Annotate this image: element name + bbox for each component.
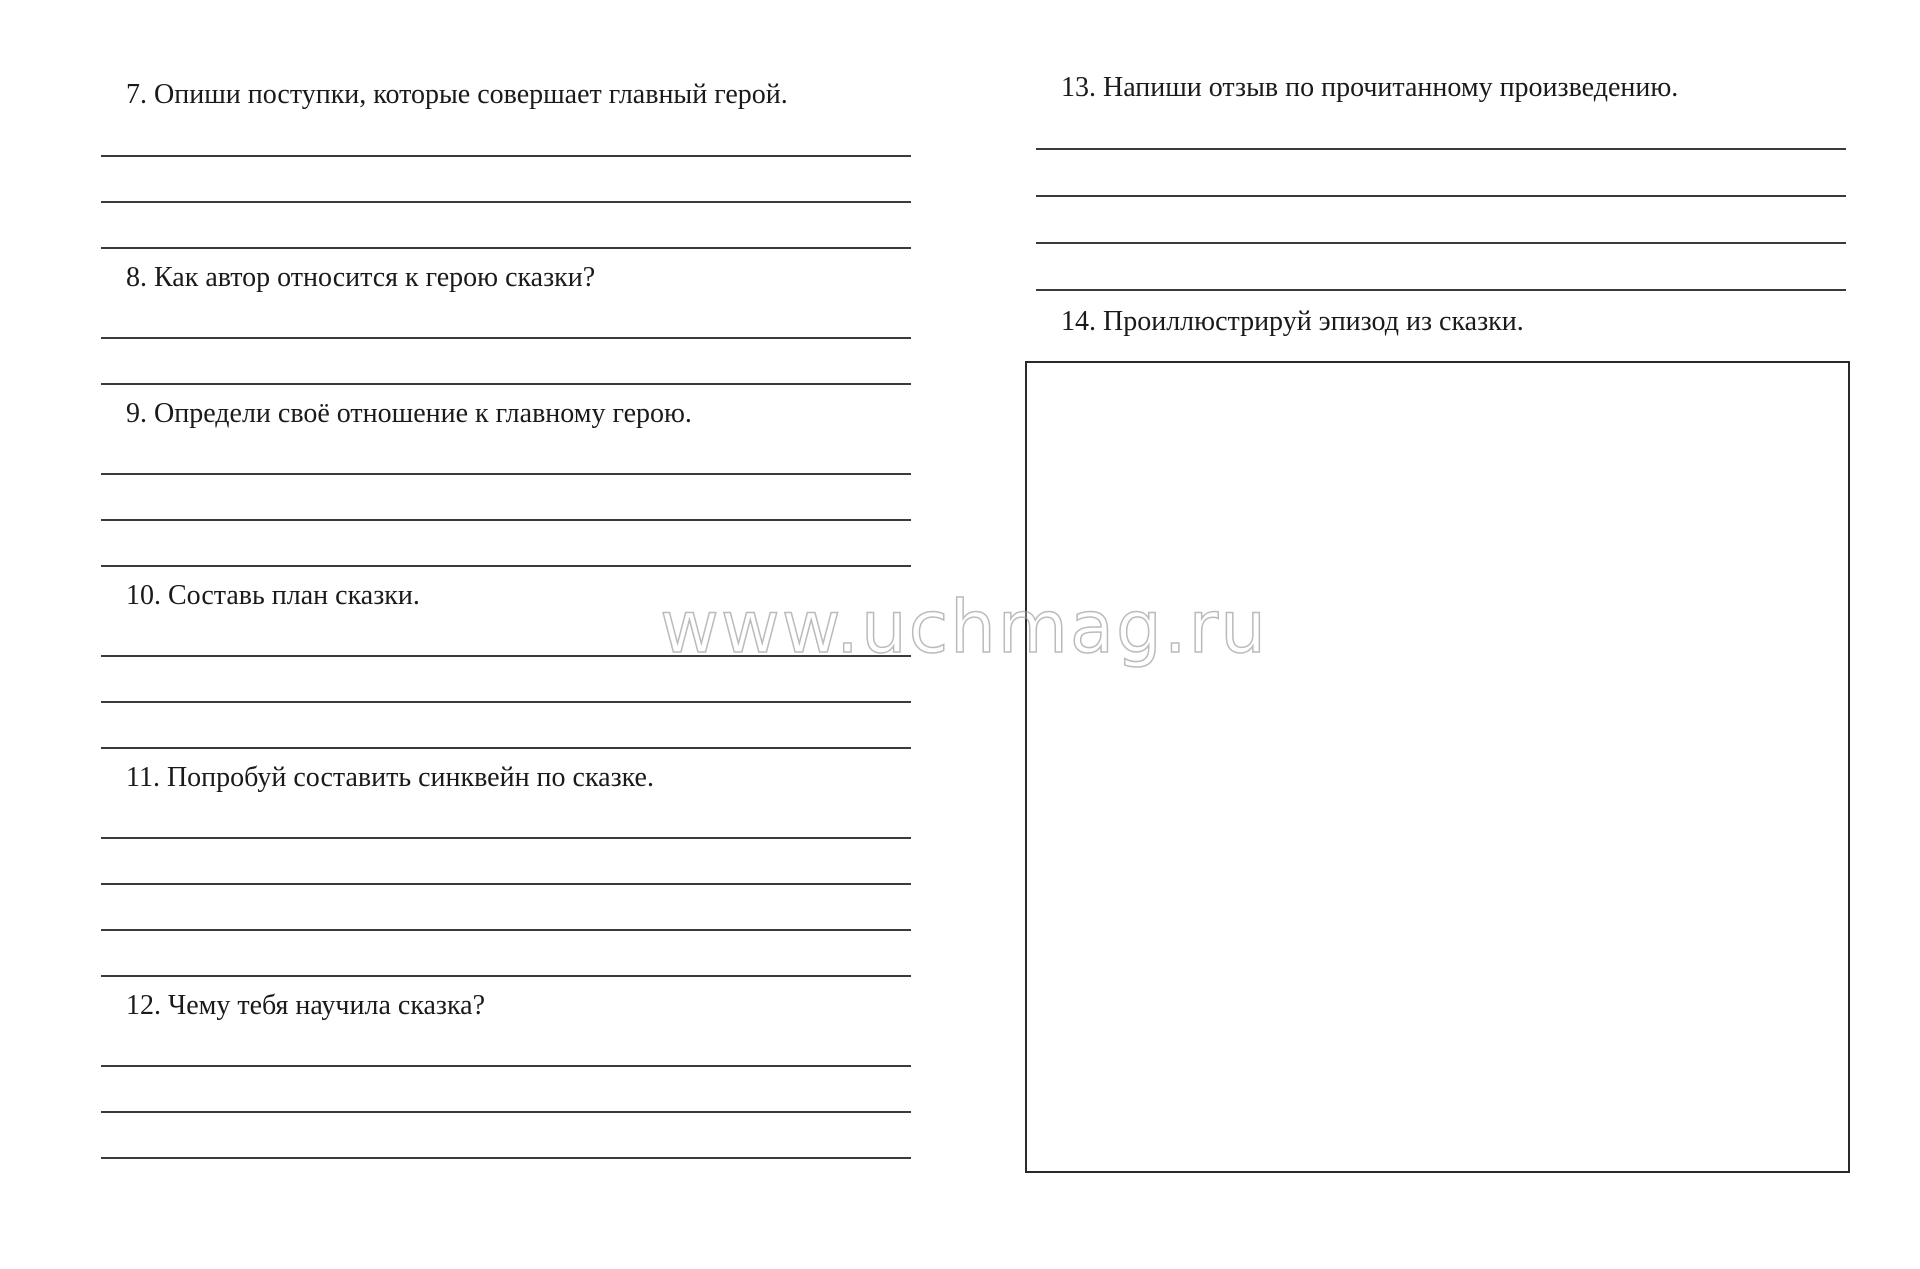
answer-line[interactable]	[101, 883, 911, 885]
question-11: 11. Попробуй составить синквейн по сказке.	[126, 762, 654, 793]
question-14: 14. Проиллюстрируй эпизод из сказки.	[1061, 306, 1524, 337]
answer-line[interactable]	[101, 565, 911, 567]
answer-line[interactable]	[101, 1111, 911, 1113]
answer-line[interactable]	[101, 929, 911, 931]
answer-line[interactable]	[1036, 289, 1846, 291]
answer-line[interactable]	[101, 519, 911, 521]
answer-line[interactable]	[101, 155, 911, 157]
answer-line[interactable]	[101, 247, 911, 249]
question-12: 12. Чему тебя научила сказка?	[126, 990, 486, 1021]
answer-line[interactable]	[101, 747, 911, 749]
illustration-box[interactable]	[1025, 361, 1850, 1173]
watermark: www.uchmag.ru	[660, 585, 1268, 669]
question-8: 8. Как автор относится к герою сказки?	[126, 262, 596, 293]
question-9: 9. Определи своё отношение к главному герою.	[126, 398, 692, 429]
question-7: 7. Опиши поступки, которые совершает главный герой.	[126, 79, 788, 110]
answer-line[interactable]	[1036, 242, 1846, 244]
answer-line[interactable]	[101, 1157, 911, 1159]
answer-line[interactable]	[101, 473, 911, 475]
answer-line[interactable]	[101, 201, 911, 203]
question-10: 10. Составь план сказки.	[126, 580, 420, 611]
answer-line[interactable]	[1036, 148, 1846, 150]
question-13: 13. Напиши отзыв по прочитанному произведению.	[1061, 72, 1679, 103]
answer-line[interactable]	[1036, 195, 1846, 197]
answer-line[interactable]	[101, 1065, 911, 1067]
answer-line[interactable]	[101, 383, 911, 385]
answer-line[interactable]	[101, 337, 911, 339]
answer-line[interactable]	[101, 701, 911, 703]
answer-line[interactable]	[101, 975, 911, 977]
answer-line[interactable]	[101, 837, 911, 839]
